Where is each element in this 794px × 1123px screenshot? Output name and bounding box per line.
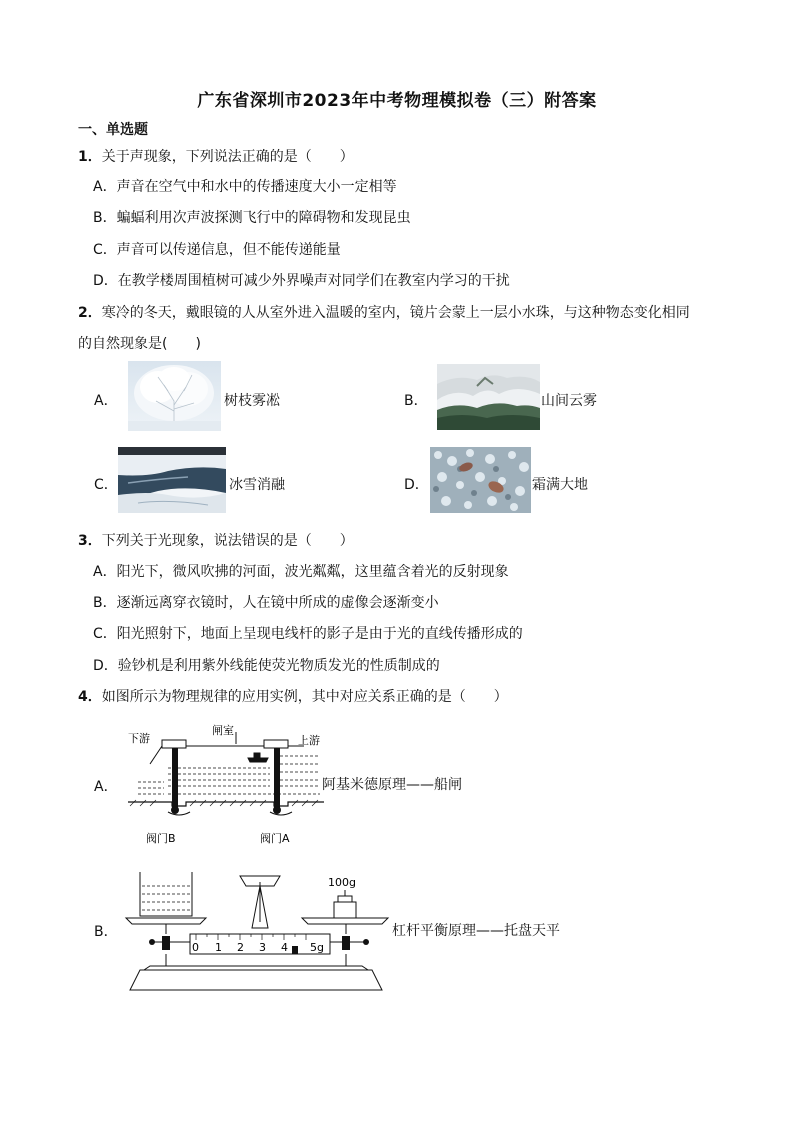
scale-tick-2: 2 xyxy=(237,941,244,954)
question-number: 2． xyxy=(78,305,102,321)
scale-tick-5g: 5g xyxy=(310,941,324,954)
valve-a-label: 阀门A xyxy=(260,832,290,845)
q2-option-d-text: 霜满大地 xyxy=(532,477,588,493)
scale-tick-3: 3 xyxy=(259,941,266,954)
q2-option-a-letter: A． xyxy=(94,393,118,409)
q4-option-b-text: 杠杆平衡原理——托盘天平 xyxy=(392,923,560,939)
q2-option-c-text: 冰雪消融 xyxy=(229,477,285,493)
q3-option-d: D．验钞机是利用紫外线能使荧光物质发光的性质制成的 xyxy=(93,658,440,674)
upstream-label: 上游 xyxy=(298,734,320,747)
question-1 xyxy=(78,146,354,166)
q1-option-a: A．声音在空气中和水中的传播速度大小一定相等 xyxy=(93,179,397,195)
q1-option-b: B．蝙蝠利用次声波探测飞行中的障碍物和发现昆虫 xyxy=(93,210,411,226)
q1-option-d: D．在教学楼周围植树可减少外界噪声对同学们在教室内学习的干扰 xyxy=(93,273,510,289)
question-stem: 关于声现象，下列说法正确的是（ ） xyxy=(101,149,354,165)
q2-option-d-letter: D． xyxy=(404,477,429,493)
q4-option-a-text: 阿基米德原理——船闸 xyxy=(322,777,462,793)
q3-option-a: A．阳光下，微风吹拂的河面，波光粼粼，这里蕴含着光的反射现象 xyxy=(93,564,509,580)
q2-option-b-letter: B． xyxy=(404,393,428,409)
weight-label: 100g xyxy=(328,876,356,889)
valve-b-label: 阀门B xyxy=(146,832,176,845)
question-number: 3． xyxy=(78,533,102,549)
q2-option-b-text: 山间云雾 xyxy=(541,393,597,409)
document-title: 广东省深圳市2023年中考物理模拟卷（三）附答案 xyxy=(197,91,597,111)
question-stem-line1: 寒冷的冬天，戴眼镜的人从室外进入温暖的室内，镜片会蒙上一层小水珠，与这种物态变化相同 xyxy=(101,305,690,321)
question-stem: 下列关于光现象，说法错误的是（ ） xyxy=(101,533,354,549)
scale-tick-4: 4 xyxy=(281,941,288,954)
ship-lock-diagram xyxy=(128,720,324,848)
q2-option-c-letter: C． xyxy=(94,477,118,493)
q3-option-b: B．逐渐远离穿衣镜时，人在镜中所成的虚像会逐渐变小 xyxy=(93,595,439,611)
q3-option-c: C．阳光照射下，地面上呈现电线杆的影子是由于光的直线传播形成的 xyxy=(93,626,523,642)
section-heading: 一、单选题 xyxy=(78,122,148,138)
q2-option-a-text: 树枝雾凇 xyxy=(224,393,280,409)
balance-diagram xyxy=(120,862,392,994)
mountain-fog-photo xyxy=(437,364,540,430)
chamber-label: 闸室 xyxy=(212,724,234,737)
ice-melting-photo xyxy=(118,447,226,513)
question-number: 1． xyxy=(78,149,102,165)
question-stem: 如图所示为物理规律的应用实例，其中对应关系正确的是（ ） xyxy=(101,689,508,705)
question-2 xyxy=(78,302,690,322)
q4-option-b-letter: B． xyxy=(94,924,118,940)
question-number: 4． xyxy=(78,689,102,705)
question-4 xyxy=(78,686,508,706)
question-stem-line2: 的自然现象是( ) xyxy=(78,336,201,352)
scale-tick-1: 1 xyxy=(215,941,222,954)
frost-ground-photo xyxy=(430,447,531,513)
question-3 xyxy=(78,530,354,550)
scale-tick-0: 0 xyxy=(192,941,199,954)
frost-tree-photo xyxy=(128,361,221,431)
q4-option-a-letter: A． xyxy=(94,779,118,795)
q1-option-c: C．声音可以传递信息，但不能传递能量 xyxy=(93,242,341,258)
downstream-label: 下游 xyxy=(128,732,150,745)
